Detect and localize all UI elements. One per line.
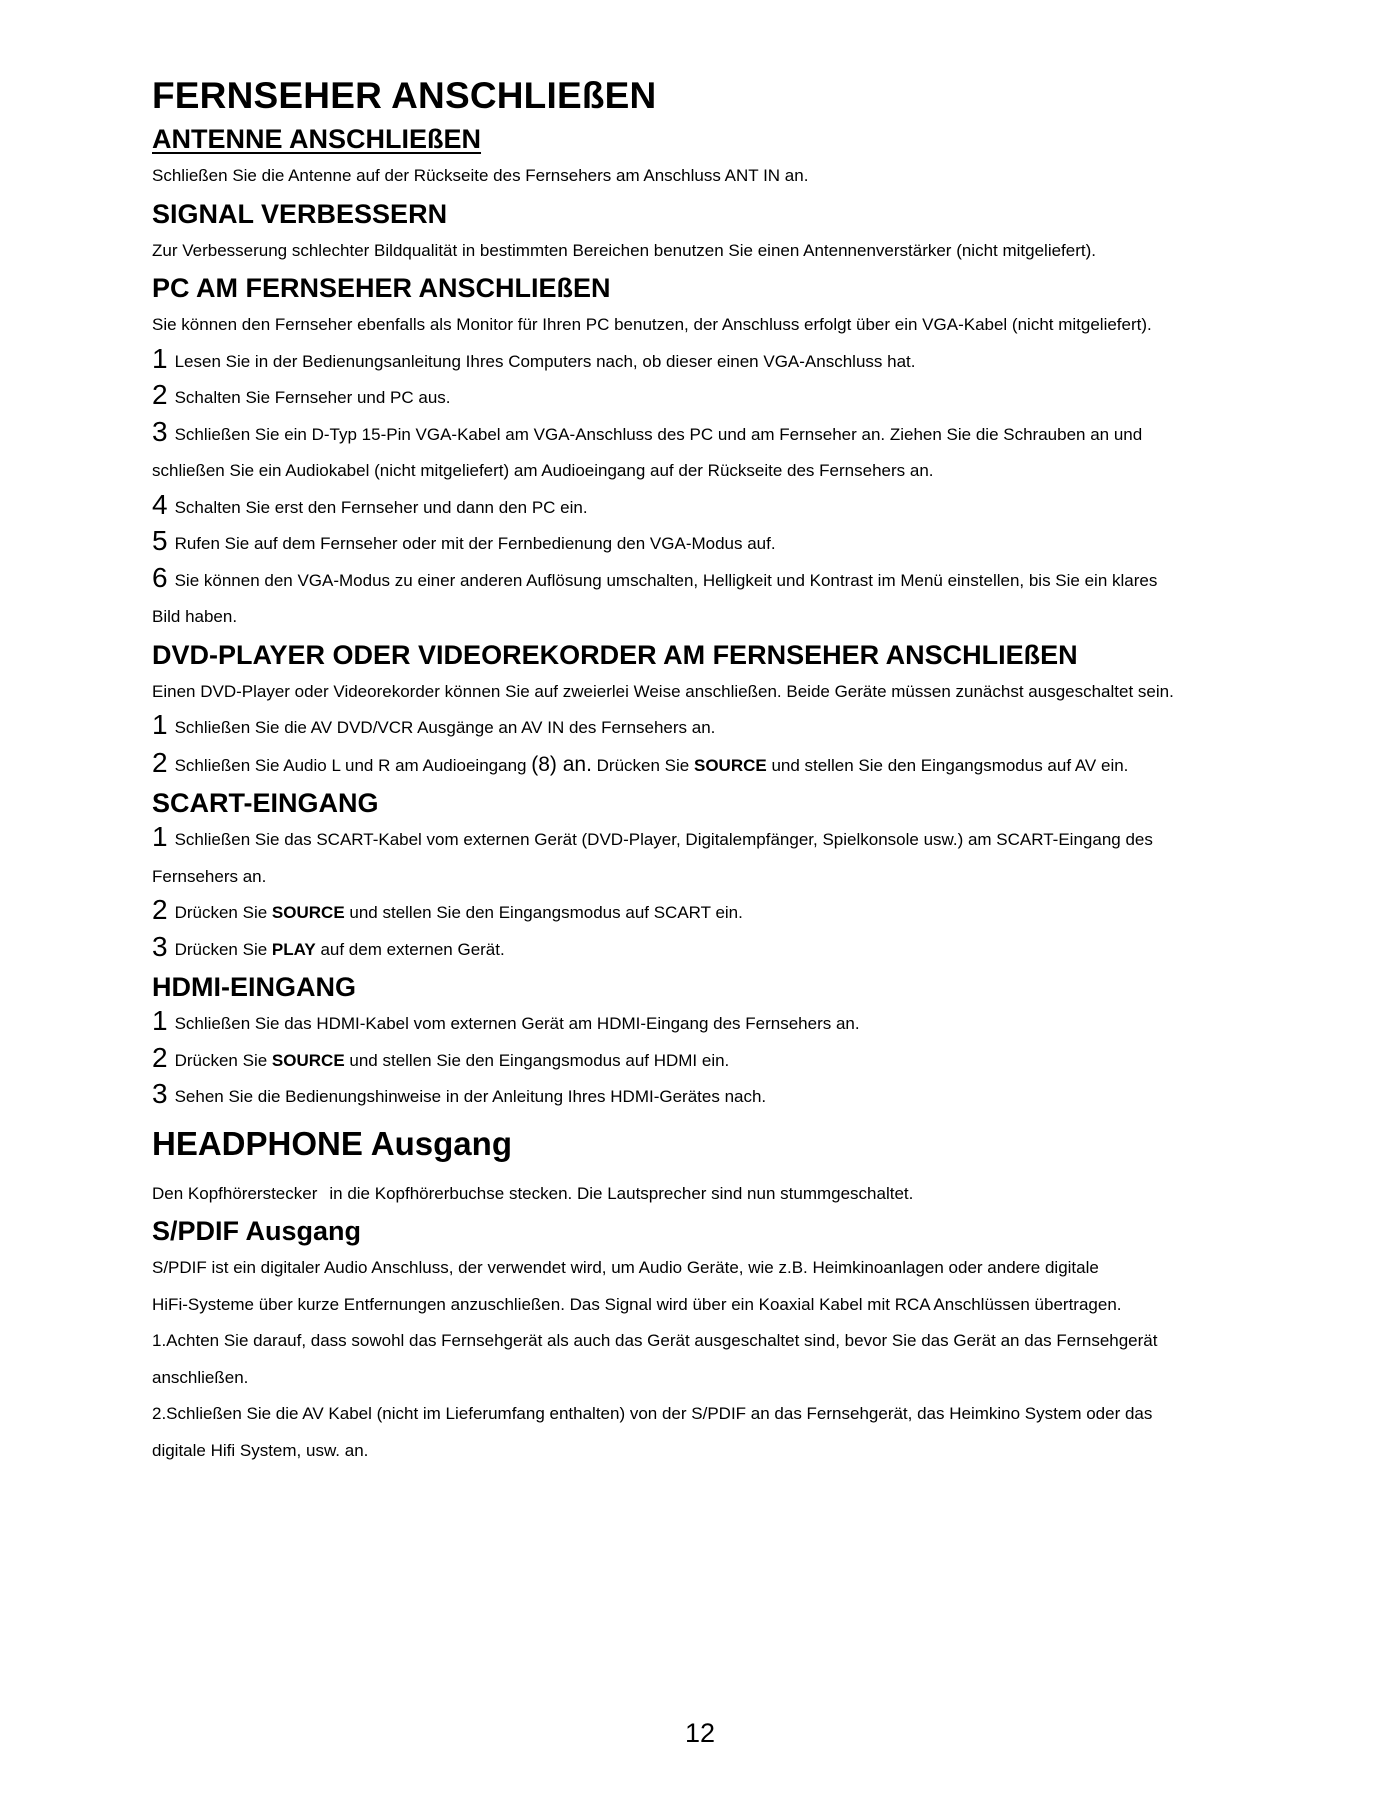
step-text: Schließen Sie Audio L und R am Audioeingang [174,755,527,775]
dvd-step-1 [152,710,1262,747]
pc-intro: Sie können den Fernseher ebenfalls als Monitor für Ihren PC benutzen, der Anschluss erfolgt über ein VGA-Kabel (nicht mitgeliefert). [152,315,1152,334]
signal-heading: SIGNAL VERBESSERN [152,198,448,229]
step-text: Rufen Sie auf dem Fernseher oder mit der Fernbedienung den VGA-Modus auf. [174,534,776,553]
step-number: 3 [152,1078,168,1109]
dvd-intro: Einen DVD-Player oder Videorekorder können Sie auf zweierlei Weise anschließen. Beide Geräte müssen zunächst ausgeschaltet sein. [152,681,1174,701]
play-key: PLAY [271,939,316,959]
step-number: 1 [152,342,168,374]
hdmi-heading: HDMI-EINGANG [152,972,356,1002]
page-title: FERNSEHER ANSCHLIEßEN [152,75,657,116]
scart-step-3 [152,932,1262,969]
step-number: 2 [152,379,168,410]
step-text: Schalten Sie Fernseher und PC aus. [174,388,451,407]
spdif-line-5: 2.Schließen Sie die AV Kabel (nicht im Lieferumfang enthalten) von der S/PDIF an das Fernsehgerät, das Heimkino System oder das [152,1404,1153,1423]
hdmi-step-1 [152,1006,1262,1043]
step-number: 1 [152,821,168,852]
step-text: auf dem externen Gerät. [320,939,505,959]
document-page [152,72,1262,1469]
step-text: Schließen Sie das SCART-Kabel vom externen Gerät (DVD-Player, Digitalempfänger, Spielkonsole usw.) am SCART-Eingang des [174,830,1153,849]
scart-heading: SCART-EINGANG [152,788,379,818]
step-number: 1 [152,1005,168,1036]
step-text: Drücken Sie [174,903,268,922]
step-text: Sie können den VGA-Modus zu einer anderen Auflösung umschalten, Helligkeit und Kontrast im Menü einstellen, bis Sie ein klares [174,570,1158,590]
spdif-line-2: HiFi-Systeme über kurze Entfernungen anzuschließen. Das Signal wird über ein Koaxial Kabel mit RCA Anschlüssen übertragen. [152,1294,1122,1314]
pc-heading: PC AM FERNSEHER ANSCHLIEßEN [152,273,611,303]
step-text: Sehen Sie die Bedienungshinweise in der Anleitung Ihres HDMI-Gerätes nach. [174,1087,767,1106]
step-text: Drücken Sie [596,755,690,775]
spdif-line-4: anschließen. [152,1367,249,1387]
step-text: Schließen Sie ein D-Typ 15-Pin VGA-Kabel am VGA-Anschluss des PC und am Fernseher an. Ziehen Sie die Schrauben an und [174,424,1143,444]
step-number: 3 [152,930,168,962]
headphone-heading: HEADPHONE Ausgang [152,1124,512,1162]
scart-step-1-continued: Fernsehers an. [152,866,267,886]
pc-step-6 [152,563,1262,600]
spdif-line-3: 1.Achten Sie darauf, dass sowohl das Fernsehgerät als auch das Gerät ausgeschaltet sind, bevor Sie das Gerät an das Fernsehgerät [152,1331,1158,1350]
pc-step-4 [152,490,1262,527]
antenna-text: Schließen Sie die Antenne auf der Rückseite des Fernsehers am Anschluss ANT IN an. [152,166,809,185]
dvd-step-2 [152,747,1262,785]
source-key: SOURCE [694,755,767,775]
headphone-text-b: in die Kopfhörerbuchse stecken. Die Lautsprecher sind nun stummgeschaltet. [329,1183,914,1203]
headphone-text [152,1176,1262,1213]
spdif-heading: S/PDIF Ausgang [152,1216,362,1246]
step-number: 2 [152,894,168,925]
scart-step-2 [152,895,1262,932]
source-key: SOURCE [271,1050,345,1070]
antenna-heading: ANTENNE ANSCHLIEßEN [152,124,482,154]
step-number: 3 [152,415,168,447]
step-number: 1 [152,709,168,740]
hdmi-step-3 [152,1079,1262,1116]
step-text: Lesen Sie in der Bedienungsanleitung Ihres Computers nach, ob dieser einen VGA-Anschluss hat. [174,351,916,371]
signal-text: Zur Verbesserung schlechter Bildqualität in bestimmten Bereichen benutzen Sie einen Antennenverstärker (nicht mitgeliefert). [152,240,1097,260]
step-number: 2 [152,746,168,778]
step-text: Schließen Sie die AV DVD/VCR Ausgänge an AV IN des Fernsehers an. [174,718,716,737]
step-text: und stellen Sie den Eingangsmodus auf HDMI ein. [349,1050,730,1070]
step-text: Schalten Sie erst den Fernseher und dann den PC ein. [174,497,588,517]
pc-step-3 [152,417,1262,454]
dvd-heading: DVD-PLAYER ODER VIDEOREKORDER AM FERNSEHER ANSCHLIEßEN [152,639,1078,670]
step-number: 2 [152,1041,168,1073]
step-number: 5 [152,525,168,556]
pc-step-3-continued: schließen Sie ein Audiokabel (nicht mitgeliefert) am Audioeingang auf der Rückseite des Fernsehers an. [152,461,934,480]
pc-step-2 [152,380,1262,417]
step-text: Drücken Sie [174,1050,268,1070]
pc-step-5 [152,526,1262,563]
headphone-text-a: Den Kopfhörerstecker [152,1183,318,1203]
page-number: 12 [684,1718,716,1748]
spdif-line-6: digitale Hifi System, usw. an. [152,1440,369,1460]
step-text: Schließen Sie das HDMI-Kabel vom externen Gerät am HDMI-Eingang des Fernsehers an. [174,1014,860,1033]
step-text: und stellen Sie den Eingangsmodus auf AV ein. [771,755,1129,775]
connector-ref: (8) an. [531,752,592,776]
step-text: und stellen Sie den Eingangsmodus auf SCART ein. [349,903,743,922]
source-key: SOURCE [271,903,345,922]
pc-step-1 [152,344,1262,381]
scart-step-1 [152,822,1262,859]
step-number: 6 [152,561,168,593]
step-number: 4 [152,488,168,520]
step-text: Drücken Sie [174,939,268,959]
hdmi-step-2 [152,1043,1262,1080]
pc-step-6-continued: Bild haben. [152,607,238,626]
spdif-line-1: S/PDIF ist ein digitaler Audio Anschluss, der verwendet wird, um Audio Geräte, wie z.B. Heimkinoanlagen oder andere digitale [152,1258,1099,1277]
